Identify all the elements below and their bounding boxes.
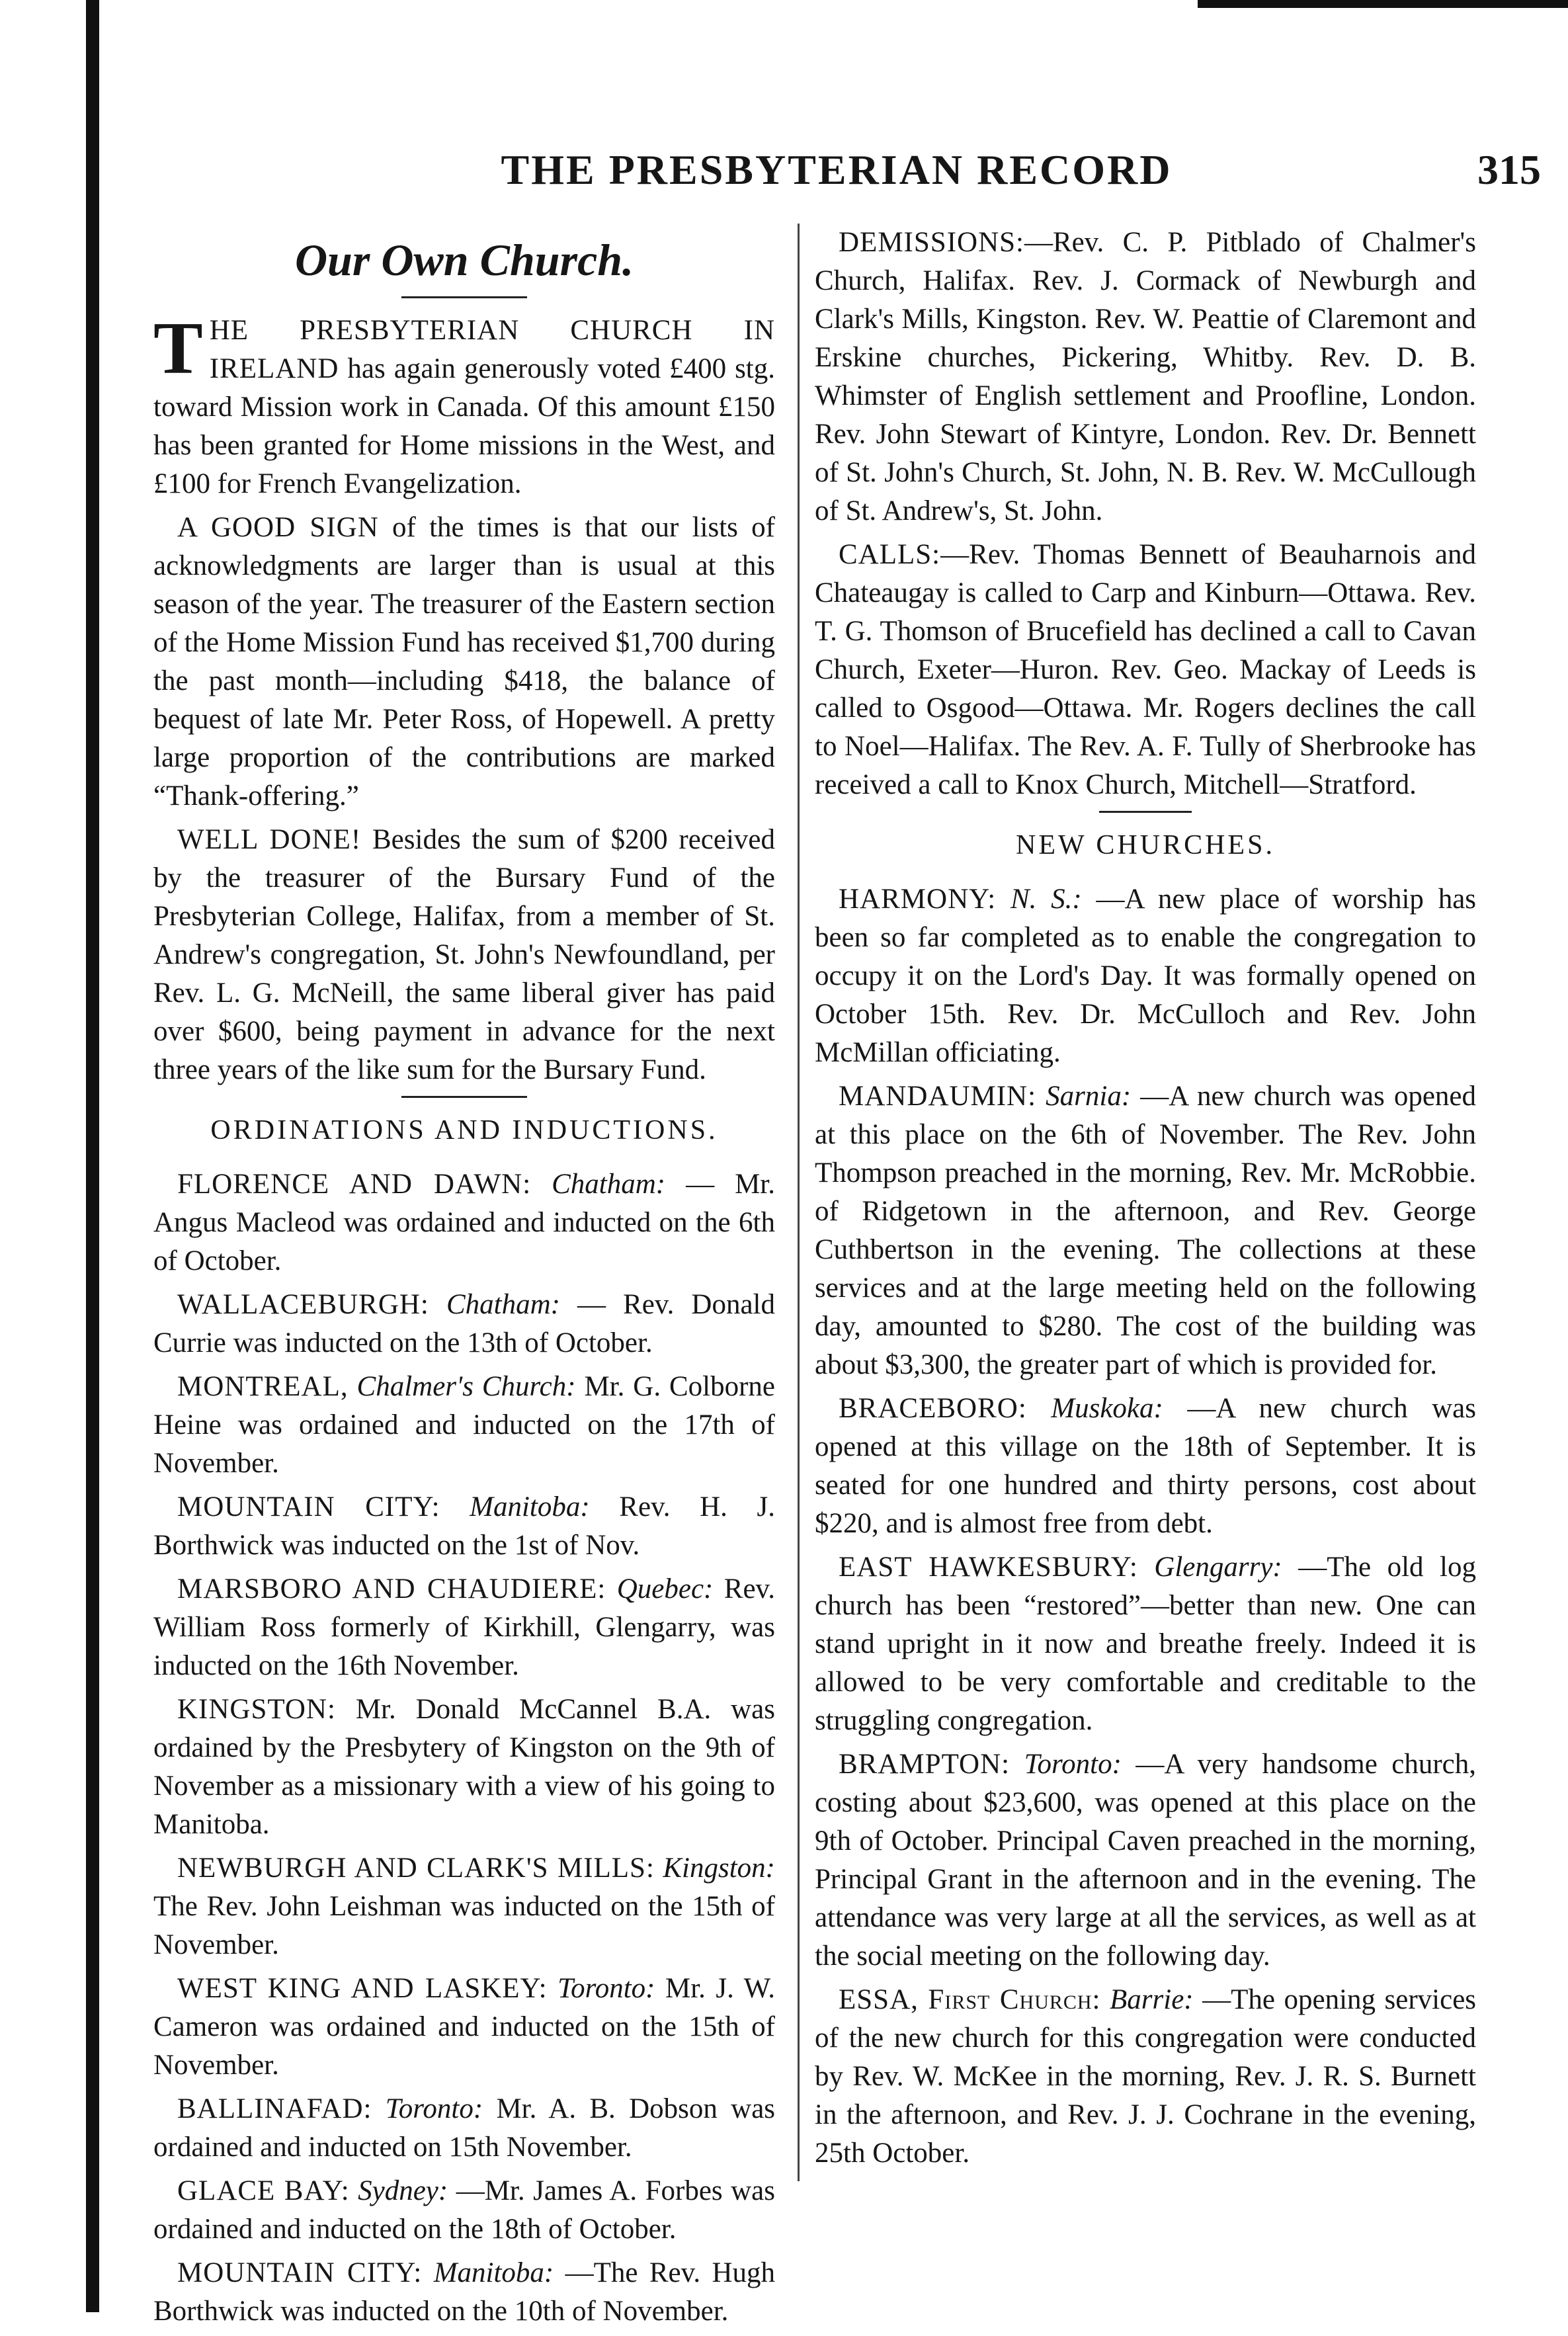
publication-title: THE PRESBYTERIAN RECORD bbox=[501, 146, 1173, 193]
entry-paragraph bbox=[153, 1570, 775, 1685]
paragraph-calls bbox=[815, 536, 1476, 804]
entry-paragraph bbox=[815, 1981, 1476, 2173]
paragraph-lead: A GOOD SIGN bbox=[177, 512, 379, 543]
paragraph-body: —Rev. Thomas Bennett of Beauharnois and Chateaugay is called to Carp and Kinburn—Ottawa. Rev. T. G. Thomson of Brucefield has declined a call to Cavan Church, Exeter—Huron. Rev. Geo. Mackay of Leeds is called to Osgood—Ottawa. Mr. Rogers declines the call to Noel—Halifax. The Rev. A. F. Tully of Sherbrooke has received a call to Knox Church, Mitchell—Stratford. bbox=[815, 539, 1476, 800]
left-margin-rule bbox=[86, 0, 99, 2312]
entry-place: MARSBORO AND CHAUDIERE: bbox=[177, 1573, 606, 1605]
entry-presbytery: N. S.: bbox=[1010, 884, 1082, 915]
entry-text: Rev. William Ross formerly of Kirkhill, Glengarry, was inducted on the 16th November. bbox=[153, 1573, 776, 1681]
entry-place: BRACEBORO: bbox=[839, 1393, 1027, 1424]
entry-presbytery: Kingston: bbox=[663, 1853, 775, 1884]
paragraph-body: Besides the sum of $200 received by the treasurer of the Bursary Fund of the Presbyterian College, Halifax, from a member of St. Andrew's congregation, St. John's Newfoundland, per Rev. L. G. McNeill, the same liberal giver has paid over $600, being payment in advance for the next three years of the like sum for the Bursary Fund. bbox=[153, 824, 776, 1085]
entry-paragraph bbox=[815, 1390, 1476, 1543]
entry-presbytery: Chatham: bbox=[552, 1169, 666, 1200]
entry-text: —The Rev. Hugh Borthwick was inducted on the 10th of November. bbox=[153, 2257, 776, 2327]
entry-text: —A new church was opened at this place on the 6th of November. The Rev. John Thompson preached in the morning, Rev. Mr. McRobbie. of Ridgetown in the afternoon, and Rev. George Cuthbertson in the evening. The collections at these services and at the large meeting held on the following day, amounted to $280. The cost of the building was about $3,300, the greater part of which is provided for. bbox=[815, 1081, 1477, 1380]
new-churches-list bbox=[815, 880, 1476, 2173]
entry-paragraph bbox=[153, 2090, 775, 2167]
top-rule bbox=[1198, 0, 1568, 8]
entry-place: WEST KING AND LASKEY: bbox=[177, 1973, 548, 2004]
paragraph-body: of the times is that our lists of acknowledgments are larger than is usual at this season of the year. The treasurer of the Eastern section of the Home Mission Fund has received $1,700 during the past month—including $418, the balance of bequest of late Mr. Peter Ross, of Hopewell. A pretty large proportion of the contributions are marked “Thank-offering.” bbox=[153, 512, 775, 812]
paragraph-good-sign bbox=[153, 509, 775, 815]
entry-place: WALLACEBURGH: bbox=[177, 1289, 429, 1320]
entry-place: BRAMPTON: bbox=[839, 1749, 1011, 1780]
entry-presbytery: Barrie: bbox=[1110, 1984, 1194, 2015]
subsection-rule bbox=[401, 1096, 527, 1098]
entry-text: —A new church was opened at this village on the 18th of September. It is seated for one hundred and thirty persons, cost about $220, and is almost free from debt. bbox=[815, 1393, 1477, 1539]
paragraph-lead: WELL DONE! bbox=[177, 824, 362, 855]
entry-paragraph bbox=[815, 1745, 1476, 1976]
ordinations-list bbox=[153, 1165, 775, 2331]
entry-place: MOUNTAIN CITY: bbox=[177, 2257, 423, 2288]
entry-place: GLACE BAY: bbox=[177, 2175, 350, 2206]
entry-place: EAST HAWKESBURY: bbox=[839, 1552, 1138, 1583]
entry-text: —The old log church has been “restored”—better than new. One can stand upright in it now and breathe freely. Indeed it is allowed to be very comfortable and creditable to the struggling congregation. bbox=[815, 1552, 1476, 1736]
entry-place: ESSA, First Church: bbox=[839, 1984, 1101, 2015]
entry-text: The Rev. John Leishman was inducted on the 15th of November. bbox=[153, 1891, 775, 1960]
entry-text: — Mr. Angus Macleod was ordained and inducted on the 6th of October. bbox=[153, 1169, 775, 1276]
entry-presbytery: Manitoba: bbox=[433, 2257, 554, 2288]
page-header bbox=[132, 132, 1541, 205]
paragraph-lead: DEMISSIONS: bbox=[839, 227, 1024, 258]
entry-text: — Rev. Donald Currie was inducted on the 13th of October. bbox=[153, 1289, 775, 1358]
entry-presbytery: Glengarry: bbox=[1154, 1552, 1282, 1583]
entry-paragraph bbox=[153, 1286, 775, 1362]
entry-place: NEWBURGH AND CLARK'S MILLS: bbox=[177, 1853, 655, 1884]
entry-presbytery: Sarnia: bbox=[1046, 1081, 1132, 1112]
drop-cap: T bbox=[153, 308, 203, 390]
left-column bbox=[153, 224, 775, 2336]
entry-text: Mr. A. B. Dobson was ordained and inducted on 15th November. bbox=[153, 2093, 776, 2163]
paragraph-body: has again generously voted £400 stg. toward Mission work in Canada. Of this amount £150 has been granted for Home missions in the West, and £100 for French Evangelization. bbox=[153, 353, 776, 499]
entry-paragraph bbox=[815, 1077, 1476, 1384]
entry-paragraph bbox=[153, 2254, 775, 2331]
page-number: 315 bbox=[1477, 146, 1541, 193]
entry-paragraph bbox=[153, 1165, 775, 1280]
entry-presbytery: Toronto: bbox=[557, 1973, 655, 2004]
paragraph-well-done bbox=[153, 821, 775, 1089]
entry-presbytery: Manitoba: bbox=[470, 1491, 590, 1523]
entry-paragraph bbox=[815, 880, 1476, 1072]
entry-place: MANDAUMIN: bbox=[839, 1081, 1037, 1112]
entry-paragraph bbox=[153, 1368, 775, 1483]
entry-paragraph bbox=[153, 1690, 775, 1844]
subsection-title: NEW CHURCHES. bbox=[1016, 830, 1275, 860]
entry-paragraph bbox=[153, 1970, 775, 2085]
entry-presbytery: Chalmer's Church: bbox=[356, 1371, 576, 1402]
entry-text: Rev. H. J. Borthwick was inducted on the 1st of Nov. bbox=[153, 1491, 775, 1561]
entry-presbytery: Chatham: bbox=[446, 1289, 560, 1320]
entry-paragraph bbox=[153, 1488, 775, 1565]
subsection-title: ORDINATIONS AND INDUCTIONS. bbox=[210, 1115, 718, 1146]
entry-place: BALLINAFAD: bbox=[177, 2093, 372, 2124]
title-rule bbox=[401, 296, 527, 298]
section-title: Our Own Church. bbox=[294, 235, 634, 285]
entry-text: —Mr. James A. Forbes was ordained and inducted on the 18th of October. bbox=[153, 2175, 776, 2245]
paragraph-body: —Rev. C. P. Pitblado of Chalmer's Church, Halifax. Rev. J. Cormack of Newburgh and Clark's Mills, Kingston. Rev. W. Peattie of Claremont and Erskine churches, Pickering, Whitby. Rev. D. B. Whimster of English settlement and Proofline, London. Rev. John Stewart of Kintyre, London. Rev. Dr. Bennett of St. John's Church, St. John, N. B. Rev. W. McCullough of St. Andrew's, St. John. bbox=[815, 227, 1476, 526]
paragraph-lead: HE PRESBYTERIAN CHURCH IN IRELAND bbox=[209, 315, 775, 384]
entry-text: Mr. G. Colborne Heine was ordained and inducted on the 17th of November. bbox=[153, 1371, 775, 1479]
entry-presbytery: Sydney: bbox=[358, 2175, 448, 2206]
entry-text: Mr. Donald McCannel B.A. was ordained by the Presbytery of Kingston on the 9th of November as a missionary with a view of his going to Manitoba. bbox=[153, 1694, 776, 1840]
entry-presbytery: Toronto: bbox=[1024, 1749, 1122, 1780]
entry-paragraph bbox=[815, 1548, 1476, 1740]
entry-presbytery: Muskoka: bbox=[1051, 1393, 1163, 1424]
entry-place: HARMONY: bbox=[839, 884, 997, 915]
entry-text: —The opening services of the new church for this congregation were conducted by Rev. W. McKee in the morning, Rev. J. R. S. Burnett in the afternoon, and Rev. J. J. Cochrane in the evening, 25th October. bbox=[815, 1984, 1477, 2169]
entry-place: FLORENCE AND DAWN: bbox=[177, 1169, 532, 1200]
paragraph-demissions bbox=[815, 224, 1476, 530]
paragraph-lead: CALLS: bbox=[839, 539, 941, 570]
entry-paragraph bbox=[153, 2172, 775, 2249]
entry-text: —A very handsome church, costing about $23,600, was opened at this place on the 9th of October. Principal Caven preached in the morning, Principal Grant in the afternoon and in the evening. The attendance was very large at all the services, as well as at the social meeting on the following day. bbox=[815, 1749, 1476, 1972]
entry-presbytery: Quebec: bbox=[616, 1573, 714, 1605]
entry-text: —A new place of worship has been so far completed as to enable the congregation to occupy it on the Lord's Day. It was formally opened on October 15th. Rev. Dr. McCulloch and Rev. John McMillan officiating. bbox=[815, 884, 1477, 1068]
right-column bbox=[815, 224, 1476, 2178]
paragraph-irish-church bbox=[153, 308, 776, 503]
entry-text: Mr. J. W. Cameron was ordained and inducted on the 15th of November. bbox=[153, 1973, 775, 2081]
entry-place: KINGSTON: bbox=[177, 1694, 336, 1725]
entry-presbytery: Toronto: bbox=[385, 2093, 483, 2124]
entry-place: MOUNTAIN CITY: bbox=[177, 1491, 440, 1523]
subsection-rule bbox=[1099, 811, 1192, 813]
entry-place: MONTREAL, bbox=[177, 1371, 349, 1402]
column-divider bbox=[798, 224, 800, 2181]
entry-paragraph bbox=[153, 1849, 775, 1964]
